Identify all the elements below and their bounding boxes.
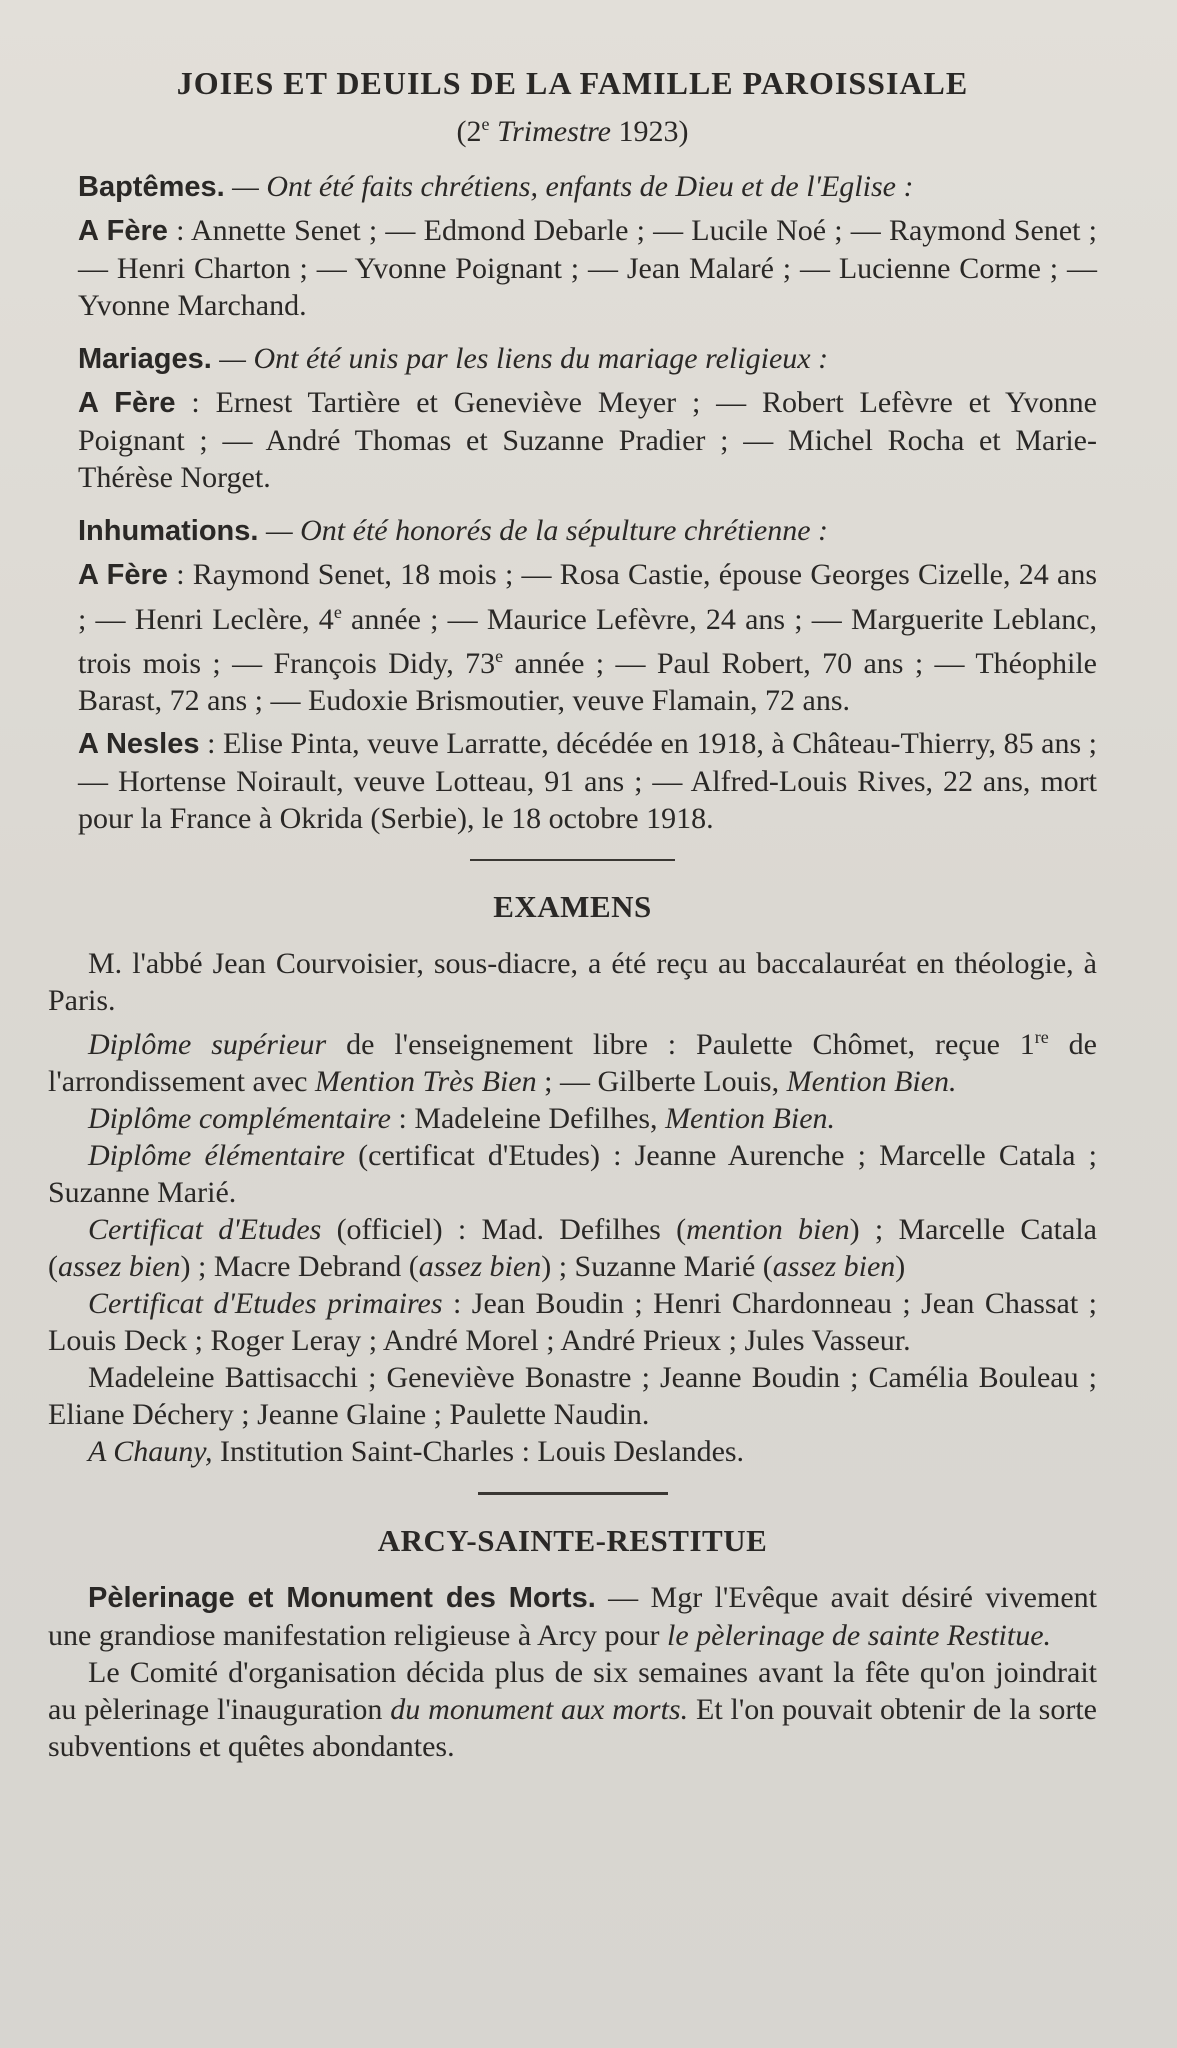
examens-p5-it2: mention bien	[686, 1213, 850, 1246]
examens-p3-a: : Madeleine Defilhes,	[390, 1102, 666, 1135]
examens-p4-a: (certificat d'Etudes) : Jeanne Aurenche ; Marcelle Catala ; Suzanne Marié.	[48, 1139, 1098, 1209]
examens-p5-it3: assez bien	[58, 1250, 181, 1283]
examens-p2-c: ; — Gilberte Louis,	[536, 1065, 787, 1098]
examens-p5-it5: assez bien	[772, 1250, 896, 1283]
examens-p8	[48, 1433, 1097, 1470]
subtitle-trimestre: Trimestre	[497, 115, 611, 148]
examens-p3-it: Diplôme complémentaire	[88, 1102, 391, 1135]
examens-p5-b: ) ; Marcelle Catala (	[48, 1213, 1097, 1283]
examens-p2	[48, 1019, 1097, 1100]
examens-p1: M. l'abbé Jean Courvoisier, sous-diacre, a été reçu au baccalauréat en théologie, à Paris.	[48, 947, 1097, 1017]
mariages-heading: Mariages.	[78, 343, 212, 375]
inhumations-nesles-label: A Nesles	[78, 728, 200, 760]
inhumations-fere-a: : Raymond Senet, 18 mois ; — Rosa Castie, épouse Georges Cizelle, 24 ans ; — Henri Leclère, 4	[78, 558, 1097, 636]
baptemes-heading: Baptêmes.	[78, 171, 225, 203]
arcy-p2	[48, 1654, 1097, 1765]
inhumations-section	[48, 512, 1097, 837]
mariages-section	[48, 340, 1097, 496]
inhumations-fere-sup1: e	[333, 602, 342, 622]
examens-section	[48, 945, 1097, 1470]
examens-p5-d: ) ; Suzanne Marié (	[541, 1250, 773, 1283]
examens-p2-it: Diplôme supérieur	[88, 1028, 327, 1061]
examens-p2-sup: re	[1034, 1027, 1049, 1047]
arcy-section	[48, 1579, 1097, 1765]
inhumations-intro: — Ont été honorés de la sépulture chrétienne :	[265, 514, 829, 547]
baptemes-fere-label: A Fère	[78, 215, 168, 247]
examens-p5	[48, 1211, 1097, 1285]
mariages-fere-text: : Ernest Tartière et Geneviève Meyer ; — Robert Lefèvre et Yvonne Poignant ; — André Thomas et Suzanne Pradier ; — Michel Rocha et Marie-Thérèse Norget.	[78, 386, 1098, 494]
arcy-p2-a: Le Comité d'organisation décida plus de six semaines avant la fête qu'on joindrait au pèlerinage l'inauguration	[48, 1656, 1097, 1726]
mariages-fere-label: A Fère	[78, 387, 176, 419]
arcy-p1-it: le pèlerinage de sainte Restitue.	[666, 1619, 1052, 1652]
arcy-p1-a: — Mgr l'Evêque avait désiré vivement une grandiose manifestation religieuse à Arcy pour	[48, 1581, 1097, 1652]
baptemes-fere	[48, 212, 1097, 324]
arcy-p1-heading: Pèlerinage et Monument des Morts.	[88, 1582, 596, 1614]
examens-p6-a: : Jean Boudin ; Henri Chardonneau ; Jean Chassat ; Louis Deck ; Roger Leray ; André Morel ; André Prieux ; Jules Vasseur.	[48, 1287, 1098, 1357]
page-subtitle	[48, 104, 1097, 152]
examens-p4-it: Diplôme élémentaire	[88, 1139, 345, 1172]
examens-p8-a: Institution Saint-Charles : Louis Deslandes.	[212, 1435, 745, 1468]
inhumations-nesles-text: : Elise Pinta, veuve Larratte, décédée en 1918, à Château-Thierry, 85 ans ; — Hortense Noirault, veuve Lotteau, 91 ans ; — Alfred-Louis Rives, 22 ans, mort pour la France à Okrida (Serbie), le 18 octobre 1918.	[78, 727, 1098, 835]
baptemes-intro: — Ont été faits chrétiens, enfants de Dieu et de l'Eglise :	[232, 170, 914, 203]
inhumations-nesles	[48, 725, 1097, 837]
examens-p8-it: A Chauny,	[88, 1435, 213, 1468]
examens-title: EXAMENS	[493, 889, 652, 924]
arcy-p1	[48, 1579, 1097, 1654]
subtitle-close: 1923)	[618, 115, 689, 148]
baptemes-heading-line	[48, 168, 1097, 206]
examens-p7: Madeleine Battisacchi ; Geneviève Bonastre ; Jeanne Boudin ; Camélia Bouleau ; Eliane Déchery ; Jeanne Glaine ; Paulette Naudin.	[48, 1361, 1097, 1431]
examens-p5-c: ) ; Macre Debrand (	[180, 1250, 419, 1283]
subtitle-sup: e	[481, 114, 490, 134]
examens-p5-e: )	[895, 1250, 906, 1283]
page-title: JOIES ET DEUILS DE LA FAMILLE PAROISSIALE	[176, 65, 969, 101]
baptemes-section	[48, 168, 1097, 324]
arcy-p2-b: Et l'on pouvait obtenir de la sorte subventions et quêtes abondantes.	[48, 1693, 1097, 1763]
arcy-p2-it: du monument aux morts.	[390, 1693, 689, 1726]
baptemes-fere-text: : Annette Senet ; — Edmond Debarle ; — Lucile Noé ; — Raymond Senet ; — Henri Charton ; — Yvonne Poignant ; — Jean Malaré ; — Lucienne Corme ; — Yvonne Marchand.	[78, 214, 1097, 322]
examens-p5-it4: assez bien	[418, 1250, 542, 1283]
examens-p6-it: Certificat d'Etudes primaires	[88, 1287, 443, 1320]
inhumations-fere-label: A Fère	[78, 559, 168, 591]
inhumations-fere-c: année ; — Paul Robert, 70 ans ; — Théophile Barast, 72 ans ; — Eudoxie Brismoutier, veuve Flamain, 72 ans.	[78, 647, 1097, 717]
examens-p5-a: (officiel) : Mad. Defilhes (	[321, 1213, 687, 1246]
examens-p2-b: de l'arrondissement avec	[48, 1028, 1097, 1098]
inhumations-heading-line	[48, 512, 1097, 550]
subtitle-open: (2	[456, 115, 482, 148]
section-divider-2	[478, 1492, 668, 1495]
inhumations-heading: Inhumations.	[78, 515, 259, 547]
mariages-heading-line	[48, 340, 1097, 378]
examens-p3	[48, 1100, 1097, 1137]
arcy-title: ARCY-SAINTE-RESTITUE	[377, 1523, 768, 1558]
inhumations-fere-b: année ; — Maurice Lefèvre, 24 ans ; — Marguerite Leblanc, trois mois ; — François Didy, 73	[78, 603, 1098, 680]
inhumations-fere-sup2: e	[495, 646, 504, 666]
mariages-fere	[48, 384, 1097, 496]
section-divider	[470, 859, 675, 861]
inhumations-fere	[48, 556, 1097, 719]
examens-p5-it: Certificat d'Etudes	[88, 1213, 322, 1246]
examens-p2-a: de l'enseignement libre : Paulette Chômet, reçue 1	[326, 1028, 1035, 1061]
examens-p2-it2: Mention Très Bien	[314, 1065, 537, 1098]
examens-p3-it2: Mention Bien.	[665, 1102, 836, 1135]
examens-p6	[48, 1285, 1097, 1359]
examens-p4	[48, 1137, 1097, 1211]
examens-p2-it3: Mention Bien.	[786, 1065, 957, 1098]
mariages-intro: — Ont été unis par les liens du mariage religieux :	[219, 342, 829, 375]
